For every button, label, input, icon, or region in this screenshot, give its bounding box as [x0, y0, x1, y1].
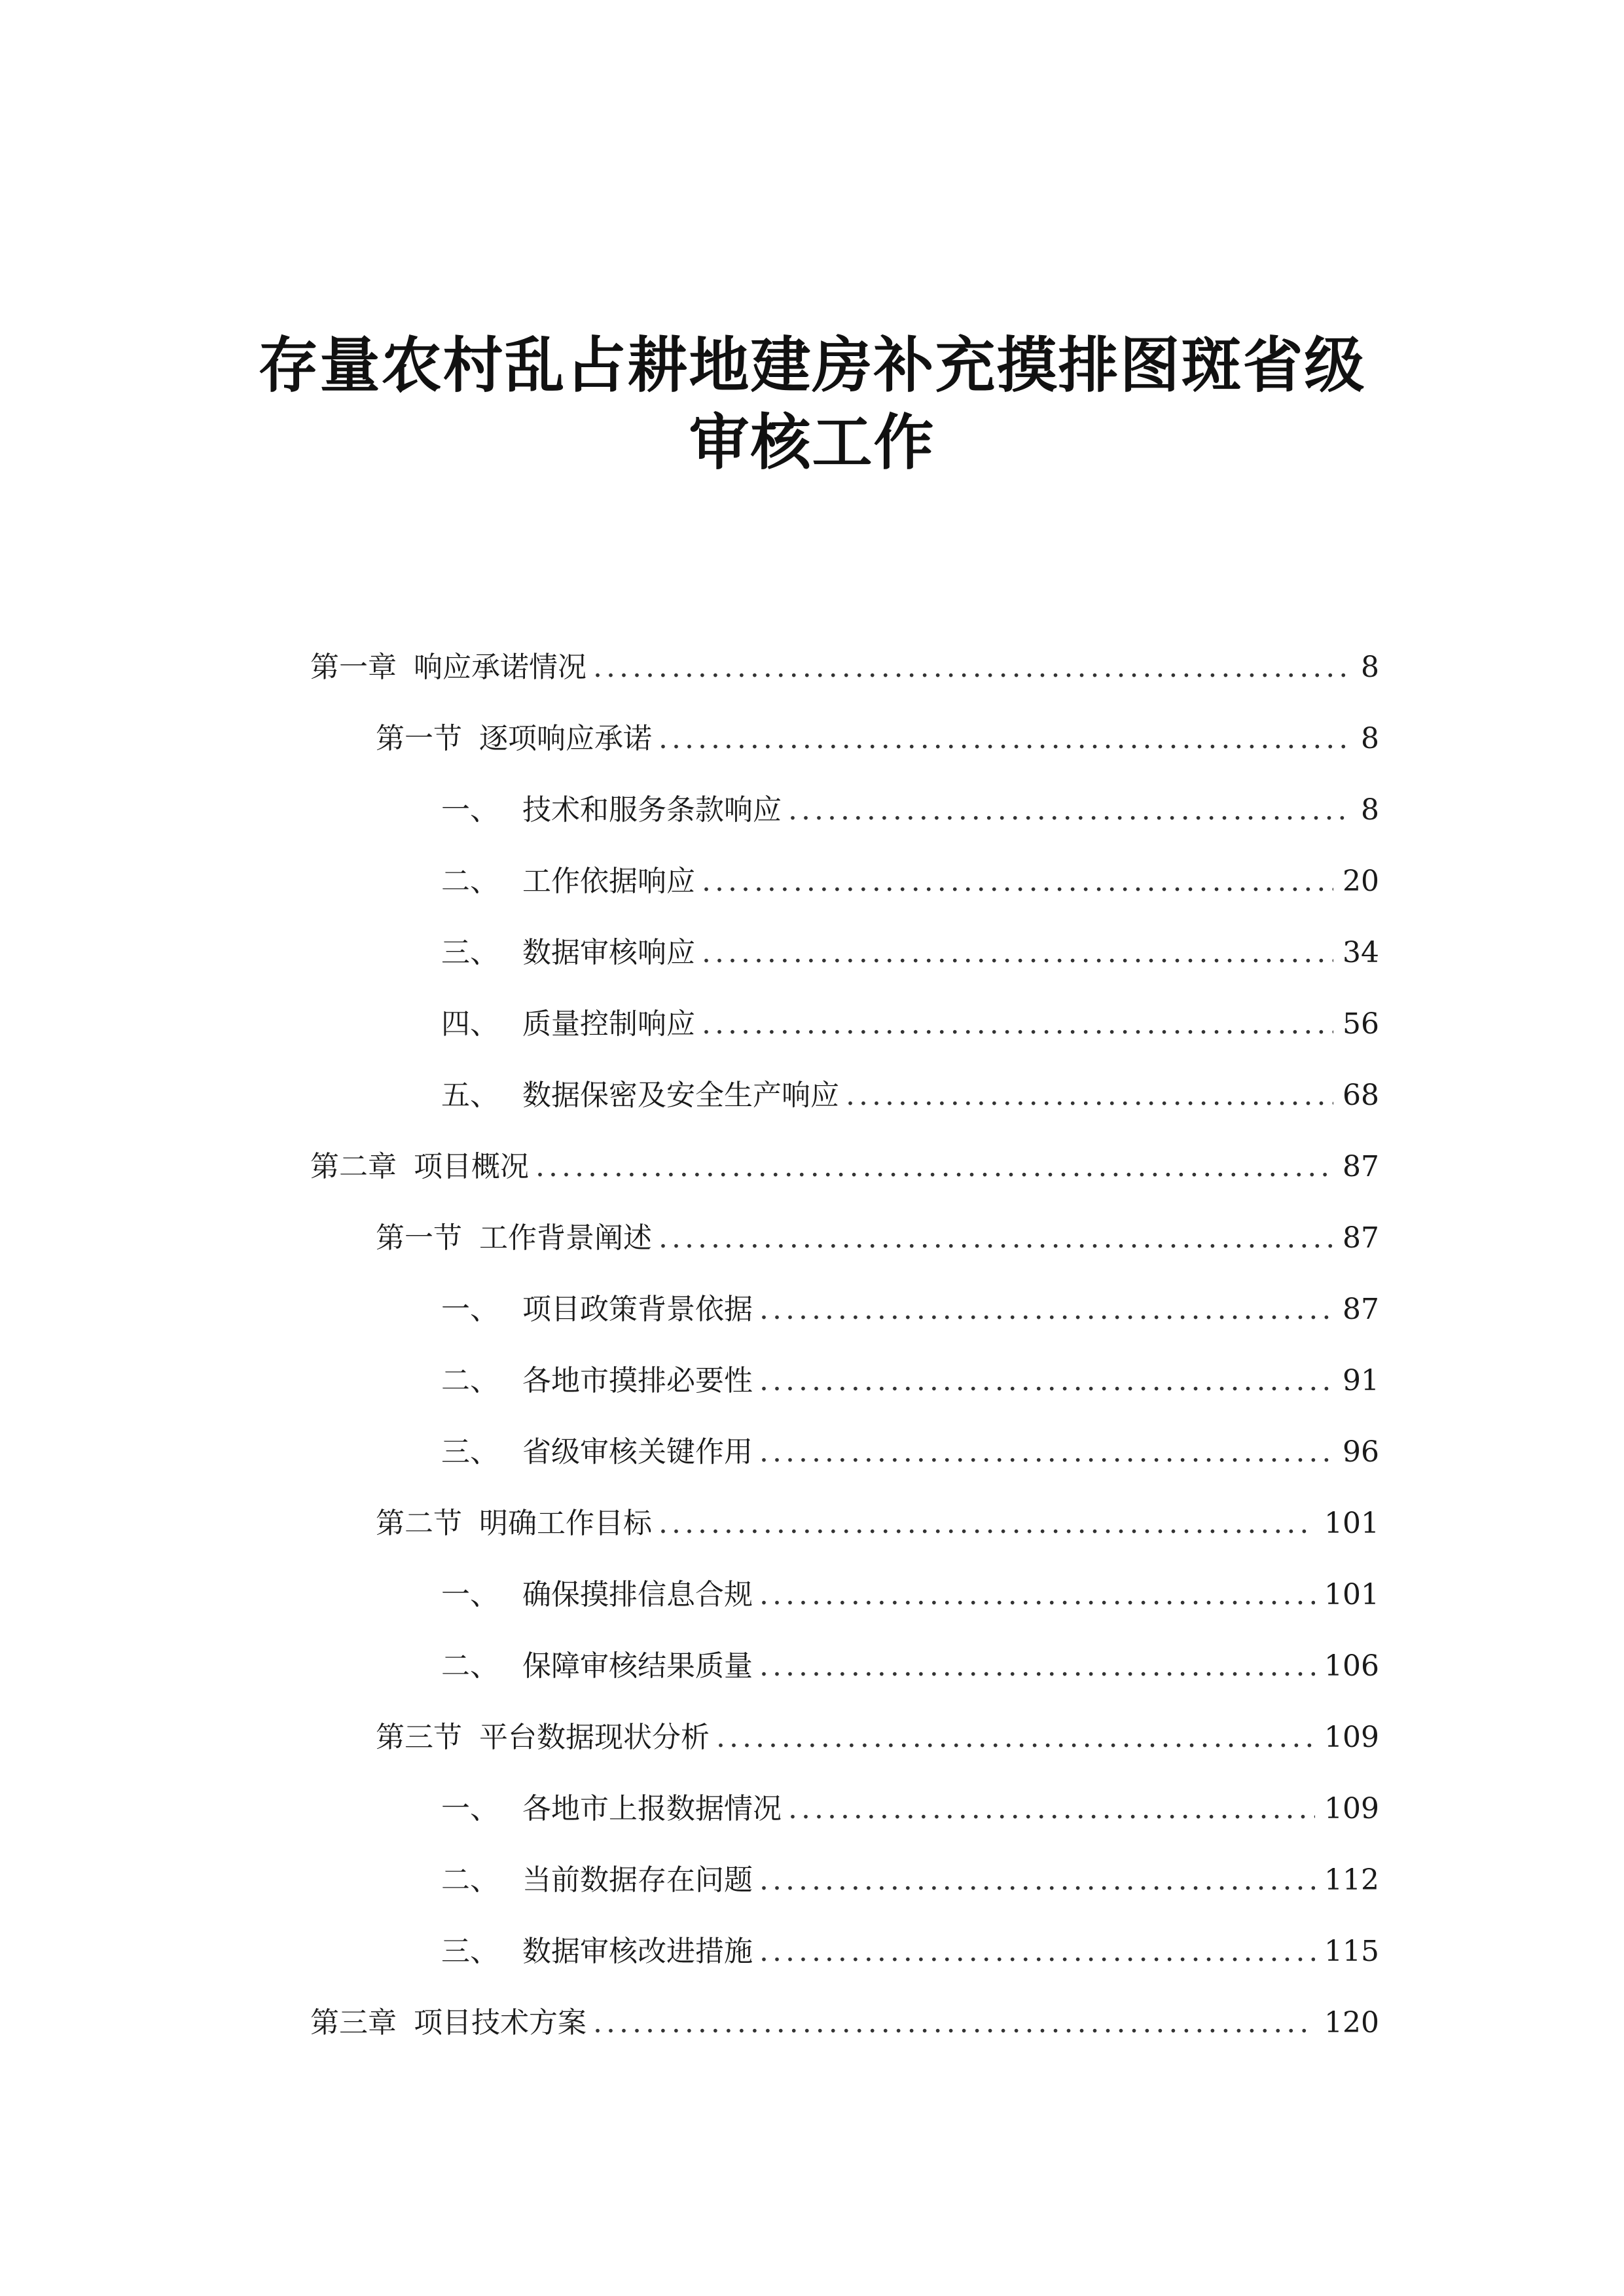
- toc-entry-number: 一、: [441, 1293, 499, 1326]
- toc-entry-number: 二、: [441, 1649, 499, 1683]
- toc-entry-title: 当前数据存在问题: [522, 1863, 753, 1897]
- toc-entry[interactable]: [441, 1861, 1379, 1900]
- toc-page-number: 87: [1343, 1293, 1379, 1326]
- toc-entry-title: 平台数据现状分析: [479, 1721, 710, 1754]
- toc-entry-title: 确保摸排信息合规: [522, 1578, 753, 1611]
- toc-entry-title: 项目政策背景依据: [522, 1293, 753, 1326]
- toc-entry-number: 三、: [441, 1435, 499, 1469]
- toc-dot-leader: [759, 1647, 1315, 1686]
- toc-entry[interactable]: [310, 2003, 1379, 2043]
- toc-dot-leader: [846, 1076, 1333, 1115]
- toc-entry[interactable]: [441, 1932, 1379, 1971]
- toc-page-number: 87: [1343, 1150, 1379, 1183]
- toc-entry-number: 二、: [441, 1863, 499, 1897]
- toc-entry-number: 四、: [441, 1007, 499, 1041]
- toc-entry-number: 一、: [441, 1578, 499, 1611]
- toc-page-number: 120: [1324, 2006, 1379, 2039]
- toc-entry-title: 省级审核关键作用: [522, 1435, 753, 1469]
- toc-entry-title: 工作依据响应: [522, 865, 695, 898]
- toc-entry-title: 质量控制响应: [522, 1007, 695, 1041]
- toc-entry[interactable]: [376, 719, 1379, 759]
- toc-entry-number: 二、: [441, 1364, 499, 1397]
- toc-page-number: 115: [1324, 1935, 1379, 1968]
- toc-entry[interactable]: [441, 862, 1379, 901]
- toc-entry[interactable]: [441, 1575, 1379, 1615]
- toc-entry[interactable]: [441, 1076, 1379, 1115]
- toc-page-number: 20: [1343, 865, 1379, 898]
- toc-dot-leader: [759, 1932, 1315, 1971]
- toc-page-number: 101: [1324, 1507, 1379, 1540]
- toc-entry-title: 保障审核结果质量: [522, 1649, 753, 1683]
- toc-entry[interactable]: [441, 1647, 1379, 1686]
- toc-entry-number: 第二节: [376, 1507, 462, 1540]
- toc-entry-title: 响应承诺情况: [414, 651, 586, 684]
- toc-entry-number: 一、: [441, 793, 499, 827]
- toc-dot-leader: [702, 862, 1333, 901]
- toc-entry-number: 第一节: [376, 722, 462, 755]
- toc-page-number: 87: [1343, 1221, 1379, 1255]
- toc-entry-title: 各地市上报数据情况: [522, 1792, 782, 1825]
- toc-dot-leader: [593, 2003, 1315, 2043]
- toc-entry[interactable]: [441, 1433, 1379, 1472]
- toc-entry[interactable]: [376, 1219, 1379, 1258]
- toc-entry-title: 数据审核改进措施: [522, 1935, 753, 1968]
- toc-entry-number: 第三节: [376, 1721, 462, 1754]
- toc-dot-leader: [593, 648, 1352, 687]
- title-line-1: 存量农村乱占耕地建房补充摸排图斑省级: [258, 331, 1366, 401]
- toc-entry[interactable]: [441, 791, 1379, 830]
- toc-entry-number: 一、: [441, 1792, 499, 1825]
- toc-page-number: 109: [1324, 1721, 1379, 1754]
- toc-entry[interactable]: [441, 1361, 1379, 1401]
- toc-entry-title: 项目概况: [414, 1150, 529, 1183]
- toc-entry[interactable]: [441, 1005, 1379, 1044]
- toc-dot-leader: [759, 1361, 1333, 1401]
- toc-page-number: 96: [1343, 1435, 1379, 1469]
- toc-entry[interactable]: [441, 1789, 1379, 1829]
- toc-dot-leader: [759, 1861, 1315, 1900]
- toc-dot-leader: [788, 1789, 1315, 1829]
- toc-dot-leader: [535, 1147, 1333, 1187]
- toc-entry[interactable]: [310, 648, 1379, 687]
- toc-page-number: 112: [1324, 1863, 1379, 1897]
- toc-dot-leader: [716, 1718, 1315, 1757]
- toc-entry[interactable]: [376, 1504, 1379, 1543]
- toc-entry-title: 技术和服务条款响应: [522, 793, 782, 827]
- toc-page-number: 8: [1361, 722, 1379, 755]
- toc-page-number: 8: [1361, 793, 1379, 827]
- toc-page-number: 34: [1343, 936, 1379, 969]
- toc-entry[interactable]: [376, 1718, 1379, 1757]
- toc-dot-leader: [759, 1575, 1315, 1615]
- toc-dot-leader: [659, 719, 1352, 759]
- toc-page-number: 56: [1343, 1007, 1379, 1041]
- toc-dot-leader: [759, 1290, 1333, 1329]
- toc-page-number: 101: [1324, 1578, 1379, 1611]
- title-line-2: 审核工作: [689, 408, 935, 478]
- toc-entry-number: 第三章: [310, 2006, 397, 2039]
- toc-entry-number: 三、: [441, 1935, 499, 1968]
- toc-entry-number: 第一章: [310, 651, 397, 684]
- toc-entry-title: 数据保密及安全生产响应: [522, 1079, 839, 1112]
- toc-dot-leader: [759, 1433, 1333, 1472]
- toc-entry-title: 逐项响应承诺: [479, 722, 652, 755]
- toc-entry-title: 明确工作目标: [479, 1507, 652, 1540]
- toc-entry-number: 二、: [441, 865, 499, 898]
- toc-page-number: 68: [1343, 1079, 1379, 1112]
- toc-page-number: 91: [1343, 1364, 1379, 1397]
- toc-entry[interactable]: [441, 933, 1379, 973]
- toc-entry-number: 三、: [441, 936, 499, 969]
- toc-dot-leader: [659, 1219, 1333, 1258]
- toc-entry-title: 数据审核响应: [522, 936, 695, 969]
- toc-page-number: 109: [1324, 1792, 1379, 1825]
- toc-entry-title: 各地市摸排必要性: [522, 1364, 753, 1397]
- toc-entry-number: 五、: [441, 1079, 499, 1112]
- toc-dot-leader: [659, 1504, 1315, 1543]
- toc-page-number: 106: [1324, 1649, 1379, 1683]
- toc-dot-leader: [702, 933, 1333, 973]
- toc-page-number: 8: [1361, 651, 1379, 684]
- toc-entry-title: 工作背景阐述: [479, 1221, 652, 1255]
- toc-entry[interactable]: [441, 1290, 1379, 1329]
- toc-dot-leader: [788, 791, 1352, 830]
- toc-entry-number: 第一节: [376, 1221, 462, 1255]
- toc-entry-number: 第二章: [310, 1150, 397, 1183]
- toc-dot-leader: [702, 1005, 1333, 1044]
- toc-entry[interactable]: [310, 1147, 1379, 1187]
- toc-entry-title: 项目技术方案: [414, 2006, 586, 2039]
